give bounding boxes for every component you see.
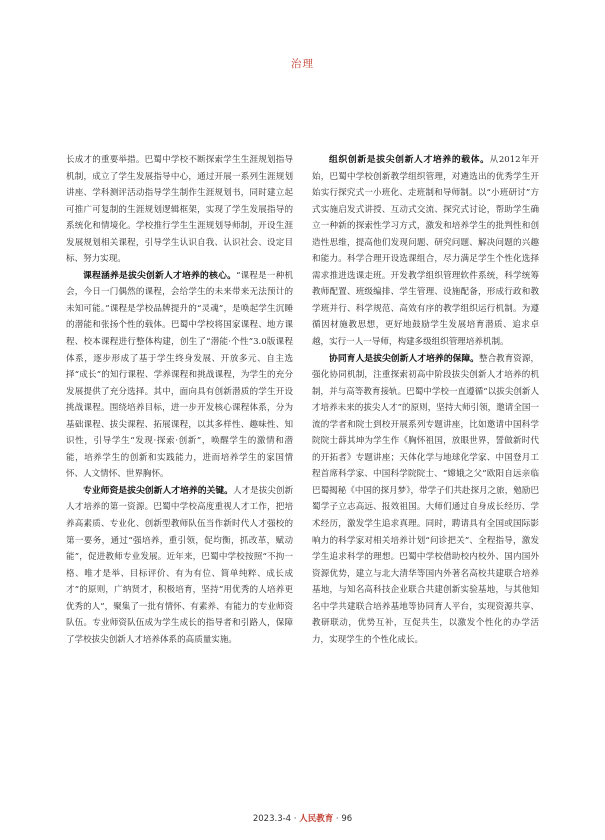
section-header: 治理 — [291, 58, 314, 70]
right-column — [312, 152, 539, 648]
paragraph-body: “课程是一种机会，今日一门偶然的课程，会给学生的未来带来无法预计的未知可能。”课程是学校品牌提升的“灵魂”，是唤起学生沉睡的潜能和张扬个性的载体。巴蜀中学校将国家课程、地方课程、校本课程进行整体构建，创生了“潜能·个性”3.0版课程体系，逐步形成了基于学生终身发展、开放多元、自主选择“成长”的知行课程、学养课程和挑战课程，为学生的充分发展提供了充分选择。其中，面向具有创新潜质的学生开设挑战课程。围绕培养目标，进一步开发核心课程体系，分为基础课程、拔尖课程、拓展课程，以其多样性、趣味性、知识性，引导学生“发现·探索·创新”，唤醒学生的激情和潜能，培养学生的创新和实践能力，进而培养学生的家国情怀、人文情怀、世界胸怀。 — [66, 270, 293, 480]
paragraph-body: 整合教育资源，强化协同机制，注重探索初高中阶段拔尖创新人才培养的机制，并与高等教育接轨。巴蜀中学校一直遵循“以拔尖创新人才培养未来的拔尖人才”的原则，坚持大师引领，邀请全国一流的学者和院士到校开展系列专题讲座，比如邀请中国科学院院士薛其坤为学生作《胸怀祖国，放眼世界，誓做新时代的开拓者》专题讲座；天体化学与地球化学家、中国登月工程首席科学家、中国科学院院士、“嫦娥之父”欧阳自远亲临巴蜀揭秘《中国的探月梦》，带学子们共赴探月之旅，勉励巴蜀学子立志高远、报效祖国。大师们通过自身成长经历、学术经历，激发学生追求真理。同时，聘请具有全国或国际影响力的科学家对相关培养计划“问诊把关”、全程指导，激发学生追求科学的理想。巴蜀中学校借助校内校外、国内国外资源优势，建立与北大清华等国内外著名高校共建联合培养基地，与知名高科技企业联合共建创新实验基地，与其他知名中学共建联合培养基地等协同育人平台，实现资源共享、教研联动，优势互补，互促共生，以激发个性化的办学活力，实现学生的个性化成长。 — [312, 353, 539, 645]
page-number: 96 — [341, 814, 353, 824]
issue-date: 2023.3-4 — [252, 814, 292, 824]
paragraph-organization — [312, 152, 539, 351]
paragraph-lead: 课程涵养是拔尖创新人才培养的核心。 — [83, 270, 237, 281]
paragraph-collaboration — [312, 351, 539, 649]
paragraph-lead: 协同育人是拔尖创新人才培养的保障。 — [329, 353, 479, 364]
publication-name: 人民教育 — [299, 814, 334, 824]
paragraph-body: 人才是拔尖创新人才培养的第一资源。巴蜀中学校高度重视人才工作，把培养高素质、专业化、创新型教师队伍当作新时代人才强校的第一要务，通过“强培养，重引领，促均衡，抓改革，赋动能”，促进教师专业发展。近年来，巴蜀中学校按照“不拘一格、唯才是举、目标评价、有为有位、简单纯粹、成长成才”的原则，广纳贤才，积极培育，坚持“用优秀的人培养更优秀的人”，聚集了一批有情怀、有素养、有能力的专业师资队伍。专业师资队伍成为学生成长的指导者和引路人，保障了学校拔尖创新人才培养体系的高质量实施。 — [66, 485, 293, 645]
footer-separator: · — [335, 814, 339, 824]
paragraph-career-guidance: 长成才的重要举措。巴蜀中学校不断探索学生生涯规划指导机制，成立了学生发展指导中心，通过开展一系列生涯规划讲座、学科测评活动指导学生制作生涯规划书，同时建立起可推广可复制的生涯规划逻辑框架，实现了学生发展指导的系统化和情境化。学校推行学生生涯规划导师制，开设生涯发展规划相关课程，引导学生认识自我、认识社会、设定目标、努力实现。 — [66, 155, 293, 265]
paragraph-body: 从2012年开始，巴蜀中学校创新教学组织管理，对遴选出的优秀学生开始实行探究式一小班化、走班制和导师制。以“小班研讨”方式实施启发式讲授、互动式交流、探究式讨论，帮助学生确立一种新的探索性学习方式，激发和培养学生的批判性和创造性思维，提高他们发现问题、研究问题、解决问题的兴趣和能力。科学合理开设选课组合，尽力满足学生个性化选择需求推进选课走班。开发教学组织管理软件系统，科学统筹教师配置、班级编排、学生管理、设施配备，形成行政和教学班并行、科学规范、高效有序的教学组织运行机制。为遵循因材施教思想，更好地鼓励学生发展培育潜质、追求卓越，实行一人一导师，构建多级组织管理培养机制。 — [312, 155, 539, 348]
paragraph-lead: 组织创新是拔尖创新人才培养的载体。 — [329, 155, 490, 165]
page-footer — [0, 812, 605, 824]
paragraph-curriculum — [66, 268, 293, 483]
paragraph-lead: 专业师资是拔尖创新人才培养的关键。 — [83, 485, 233, 496]
footer-separator: · — [293, 814, 297, 824]
paragraph-faculty — [66, 483, 293, 648]
left-column — [66, 152, 293, 648]
